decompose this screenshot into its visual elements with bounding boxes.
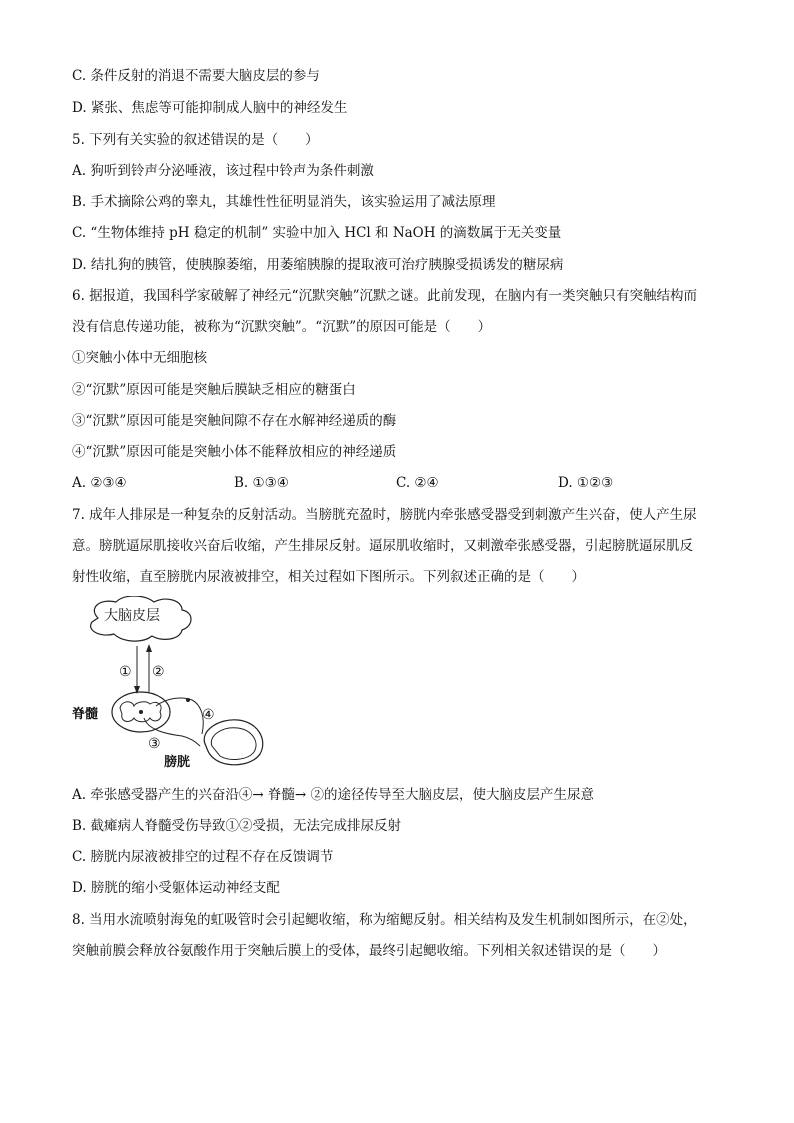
- q6-statement-2: ②“沉默”原因可能是突触后膜缺乏相应的糖蛋白: [72, 382, 356, 398]
- q5-stem: 5. 下列有关实验的叙述错误的是（ ）: [72, 132, 319, 148]
- q8-stem-line2: 突触前膜会释放谷氨酸作用于突触后膜上的受体，最终引起鳃收缩。下列相关叙述错误的是（ ）: [72, 943, 666, 959]
- q6-statement-3: ③“沉默”原因可能是突触间隙不存在水解神经递质的酶: [72, 413, 397, 429]
- diagram-label-spinal: 脊髓: [72, 707, 99, 722]
- diagram-label-1: ①: [119, 664, 132, 680]
- reflex-diagram: [70, 596, 270, 776]
- q7-option-a: A. 牵张感受器产生的兴奋沿④→ 脊髓→ ②的途径传导至大脑皮层，使大脑皮层产生尿意: [72, 787, 595, 803]
- q6-stem-line2: 没有信息传递功能，被称为“沉默突触”。“沉默”的原因可能是（ ）: [72, 319, 492, 335]
- q5-option-d: D. 结扎狗的胰管，使胰腺萎缩，用萎缩胰腺的提取液可治疗胰腺受损诱发的糖尿病: [72, 257, 564, 273]
- q7-option-c: C. 膀胱内尿液被排空的过程不存在反馈调节: [72, 849, 334, 865]
- q5-option-b: B. 手术摘除公鸡的睾丸，其雄性性征明显消失，该实验运用了减法原理: [72, 194, 496, 210]
- diagram-label-3: ③: [148, 736, 161, 752]
- q6-statement-4: ④“沉默”原因可能是突触小体不能释放相应的神经递质: [72, 444, 397, 460]
- q7-option-d: D. 膀胱的缩小受躯体运动神经支配: [72, 880, 280, 896]
- q4-option-d: D. 紧张、焦虑等可能抑制成人脑中的神经发生: [72, 100, 348, 116]
- q7-stem-line2: 意。膀胱逼尿肌接收兴奋后收缩，产生排尿反射。逼尿肌收缩时，又刺激牵张感受器，引起膀胱逼尿肌反: [72, 538, 693, 554]
- q7-stem-line1: 7. 成年人排尿是一种复杂的反射活动。当膀胱充盈时，膀胱内牵张感受器受到刺激产生兴奋，使人产生尿: [72, 507, 697, 523]
- q4-option-c: C. 条件反射的消退不需要大脑皮层的参与: [72, 68, 320, 84]
- diagram-label-bladder: 膀胱: [164, 755, 191, 770]
- q7-option-b: B. 截瘫病人脊髓受伤导致①②受损，无法完成排尿反射: [72, 818, 402, 834]
- q5-option-a: A. 狗听到铃声分泌唾液，该过程中铃声为条件刺激: [72, 163, 374, 179]
- diagram-label-4: ④: [202, 707, 215, 723]
- q5-option-c: C. “生物体维持 pH 稳定的机制” 实验中加入 HCl 和 NaOH 的滴数属于无关变量: [72, 225, 562, 241]
- nerve-4-path: [156, 698, 203, 734]
- q6-option-d: D. ①②③: [558, 475, 614, 491]
- nerve-4-ganglion: [186, 698, 190, 702]
- bladder-outline: [204, 720, 263, 765]
- q7-stem-line3: 射性收缩，直至膀胱内尿液被排空，相关过程如下图所示。下列叙述正确的是（ ）: [72, 569, 585, 585]
- bladder-inner-wall: [211, 728, 256, 760]
- diagram-label-cortex: 大脑皮层: [104, 608, 160, 624]
- q6-option-b: B. ①③④: [234, 475, 289, 491]
- q6-statement-1: ①突触小体中无细胞核: [72, 350, 207, 366]
- pathway-2-arrowhead: [146, 644, 152, 652]
- q6-stem-line1: 6. 据报道，我国科学家破解了神经元“沉默突触”沉默之谜。此前发现，在脑内有一类突触只有突触结构而: [72, 288, 697, 304]
- q8-stem-line1: 8. 当用水流喷射海兔的虹吸管时会引起鳃收缩，称为缩鳃反射。相关结构及发生机制如图所示，在②处，: [72, 912, 697, 928]
- diagram-label-2: ②: [152, 664, 165, 680]
- spinal-central-canal: [139, 710, 143, 714]
- q6-option-a: A. ②③④: [72, 475, 127, 491]
- q6-option-c: C. ②④: [396, 475, 439, 491]
